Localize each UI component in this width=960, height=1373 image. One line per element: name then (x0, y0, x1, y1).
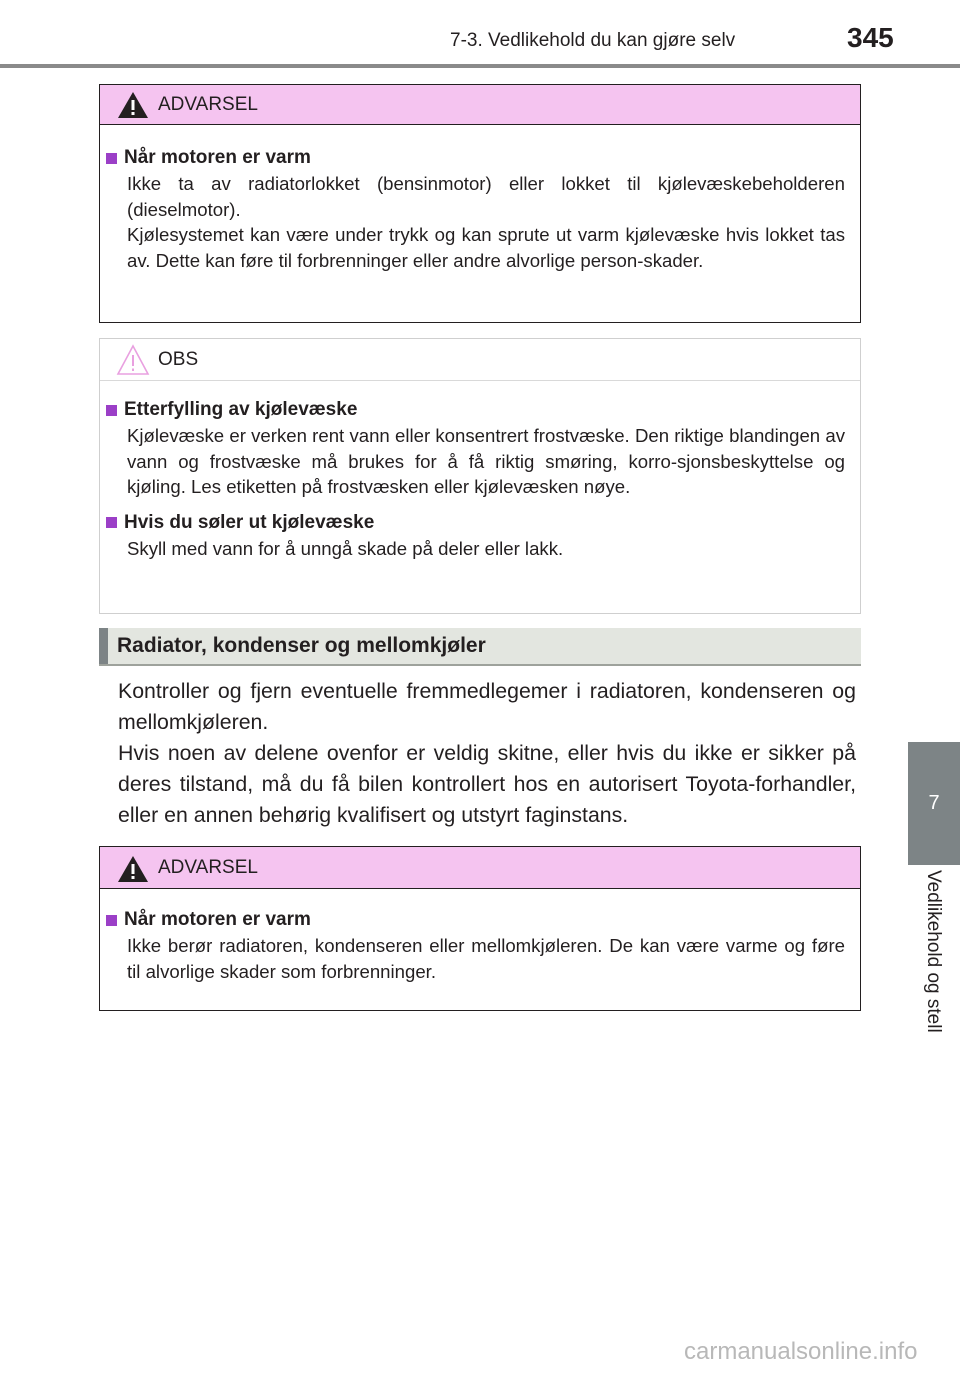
warning-box-header (100, 847, 860, 889)
square-bullet-icon (106, 405, 117, 416)
site-watermark: carmanualsonline.info (684, 1338, 918, 1365)
chapter-label: Vedlikehold og stell (923, 870, 944, 1033)
warning-item-title: Når motoren er varm (124, 909, 311, 930)
header-divider (0, 64, 960, 68)
warning-item (106, 907, 845, 984)
warning-triangle-filled-icon (116, 854, 150, 884)
notice-box-header (100, 339, 860, 381)
warning-box-header (100, 85, 860, 125)
warning-label: ADVARSEL (158, 94, 258, 115)
warning-item-paragraph: Ikke ta av radiatorlokket (bensinmotor) eller lokket til kjølevæskebeholderen (dieselmotor). (127, 173, 845, 220)
square-bullet-icon (106, 915, 117, 926)
chapter-number: 7 (928, 792, 940, 814)
notice-item-paragraph: Skyll med vann for å unngå skade på deler eller lakk. (127, 537, 564, 559)
notice-item-title: Hvis du søler ut kjølevæske (124, 511, 375, 533)
notice-item (106, 510, 845, 562)
warning-item-title: Når motoren er varm (124, 147, 311, 168)
warning-triangle-outline-icon (116, 344, 150, 376)
notice-label: OBS (158, 349, 199, 370)
body-paragraph: Hvis noen av delene ovenfor er veldig skitne, eller hvis du ikke er sikker på deres tilstand, må du få bilen kontrollert hos en autorisert Toyota-forhandler, eller en annen behørig kvalifisert og utstyrt faginstans. (118, 741, 856, 827)
section-body (118, 676, 856, 831)
warning-item-paragraph: Ikke berør radiatoren, kondenseren eller mellomkjøleren. De kan være varme og føre til alvorlige skader som forbrenninger. (127, 935, 845, 982)
warning-box-engine-hot (99, 84, 861, 323)
section-heading-bar (99, 628, 108, 664)
section-heading (99, 628, 861, 666)
square-bullet-icon (106, 517, 117, 528)
notice-box-coolant (99, 338, 861, 614)
warning-label: ADVARSEL (158, 857, 258, 878)
warning-item-paragraph: Kjølesystemet kan være under trykk og kan sprute ut varm kjølevæske hvis lokket tas av. Dette kan føre til forbrenninger eller andre alvorlige person-skader. (127, 224, 845, 271)
warning-triangle-filled-icon (116, 90, 150, 120)
running-header-title: 7-3. Vedlikehold du kan gjøre selv (450, 30, 736, 51)
notice-item-paragraph: Kjølevæske er verken rent vann eller konsentrert frostvæske. Den riktige blandingen av vann og frostvæske må brukes for å få riktig smøring, korro-sjonsbeskyttelse og kjøling. Les etiketten på frostvæsken eller kjølevæsken nøye. (127, 425, 845, 497)
notice-item (106, 397, 845, 500)
body-paragraph: Kontroller og fjern eventuelle fremmedlegemer i radiatoren, kondenseren og mellomkjøleren. (118, 679, 856, 734)
square-bullet-icon (106, 153, 117, 164)
page-number: 345 (847, 22, 894, 53)
section-heading-title: Radiator, kondenser og mellomkjøler (117, 634, 486, 657)
warning-item (106, 145, 845, 273)
warning-box-radiator-hot (99, 846, 861, 1011)
notice-item-title: Etterfylling av kjølevæske (124, 399, 358, 420)
chapter-tab[interactable] (908, 742, 960, 865)
